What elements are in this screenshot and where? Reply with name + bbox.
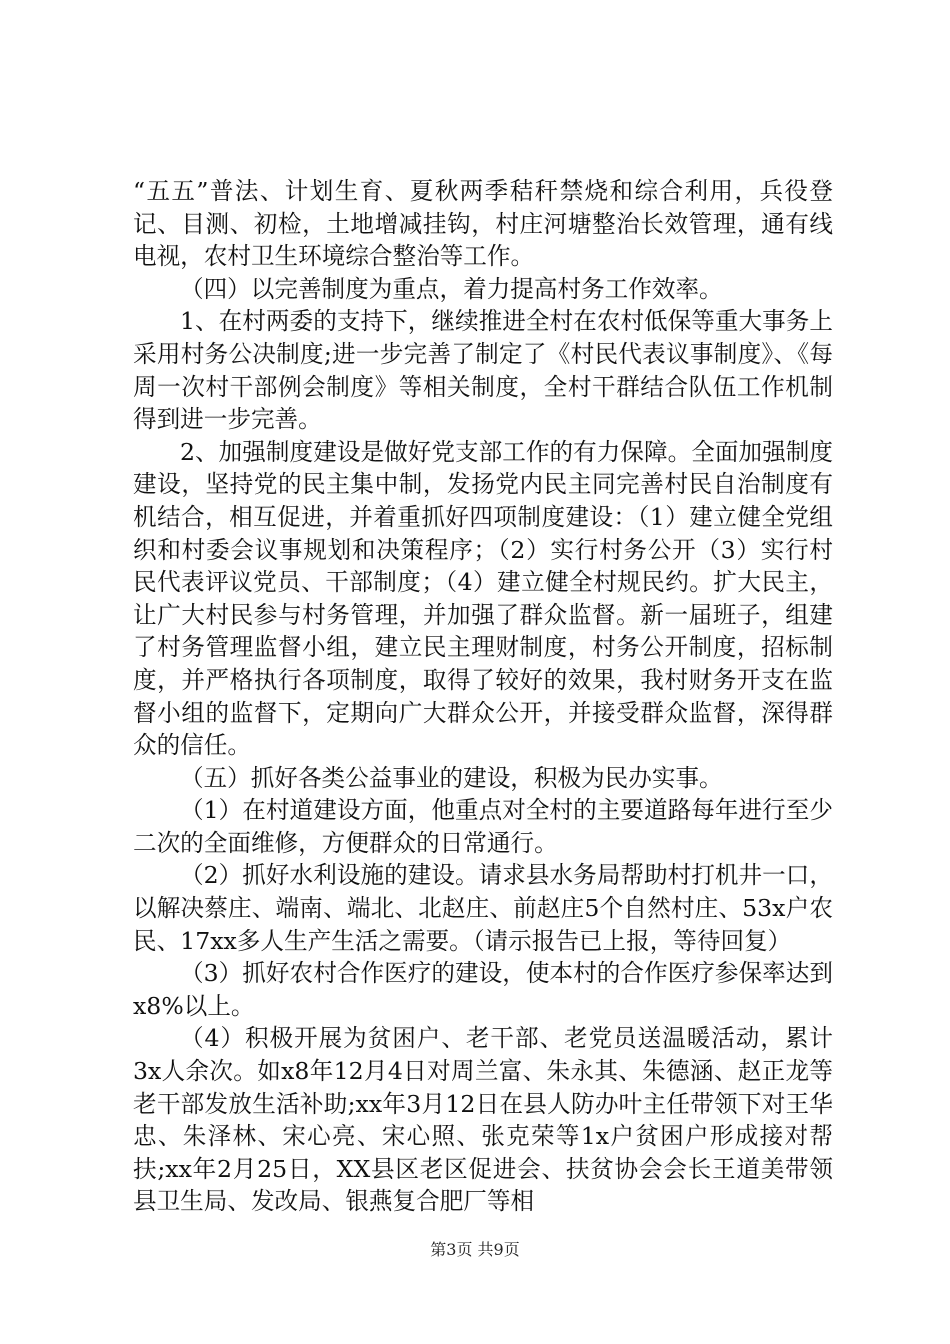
paragraph-section-five-heading: （五）抓好各类公益事业的建设，积极为民办实事。 bbox=[180, 763, 723, 792]
paragraph-section-four-heading: （四）以完善制度为重点，着力提高村务工作效率。 bbox=[180, 274, 723, 303]
paragraph-subitem-1: （1）在村道建设方面，他重点对全村的主要道路每年进行至少二次的全面维修，方便群众的日常通行。 bbox=[133, 796, 833, 857]
paragraph-item-1: 1、在村两委的支持下，继续推进全村在农村低保等重大事务上采用村务公决制度;进一步完善了制定了《村民代表议事制度》、《每周一次村干部例会制度》等相关制度，全村干群结合队伍工作机制得到进一步完善。 bbox=[133, 307, 833, 434]
page-number-footer: 第3页 共9页 bbox=[430, 1240, 520, 1259]
paragraph-subitem-3: （3）抓好农村合作医疗的建设，使本村的合作医疗参保率达到x8%以上。 bbox=[133, 959, 833, 1020]
paragraph-item-2: 2、加强制度建设是做好党支部工作的有力保障。全面加强制度建设，坚持党的民主集中制，发扬党内民主同完善村民自治制度有机结合，相互促进，并着重抓好四项制度建设：（1）建立健全党组织和村委会议事规划和决策程序；（2）实行村务公开（3）实行村民代表评议党员、干部制度；（4）建立健全村规民约。扩大民主，让广大村民参与村务管理，并加强了群众监督。新一届班子，组建了村务管理监督小组，建立民主理财制度，村务公开制度，招标制度，并严格执行各项制度，取得了较好的效果，我村财务开支在监督小组的监督下，定期向广大群众公开，并接受群众监督，深得群众的信任。 bbox=[133, 437, 833, 760]
paragraph-subitem-4: （4）积极开展为贫困户、老干部、老党员送温暖活动，累计3x人余次。如x8年12月4日对周兰富、朱永其、朱德涵、赵正龙等老干部发放生活补助;xx年3月12日在县人防办叶主任带领下对王华忠、朱泽林、宋心亮、宋心照、张克荣等1x户贫困户形成接对帮扶;xx年2月25日，XX县区老区促进会、扶贫协会会长王道美带领县卫生局、发改局、银燕复合肥厂等相 bbox=[133, 1024, 833, 1216]
document-body bbox=[133, 175, 833, 1218]
paragraph-continuation: “五五”普法、计划生育、夏秋两季秸秆禁烧和综合利用，兵役登记、目测、初检，土地增减挂钩，村庄河塘整治长效管理，通有线电视，农村卫生环境综合整治等工作。 bbox=[133, 177, 833, 271]
paragraph-subitem-2: （2）抓好水利设施的建设。请求县水务局帮助村打机井一口，以解决蔡庄、端南、端北、北赵庄、前赵庄5个自然村庄、53x户农民、17xx多人生产生活之需要。（请示报告已上报，等待回复） bbox=[133, 861, 833, 955]
